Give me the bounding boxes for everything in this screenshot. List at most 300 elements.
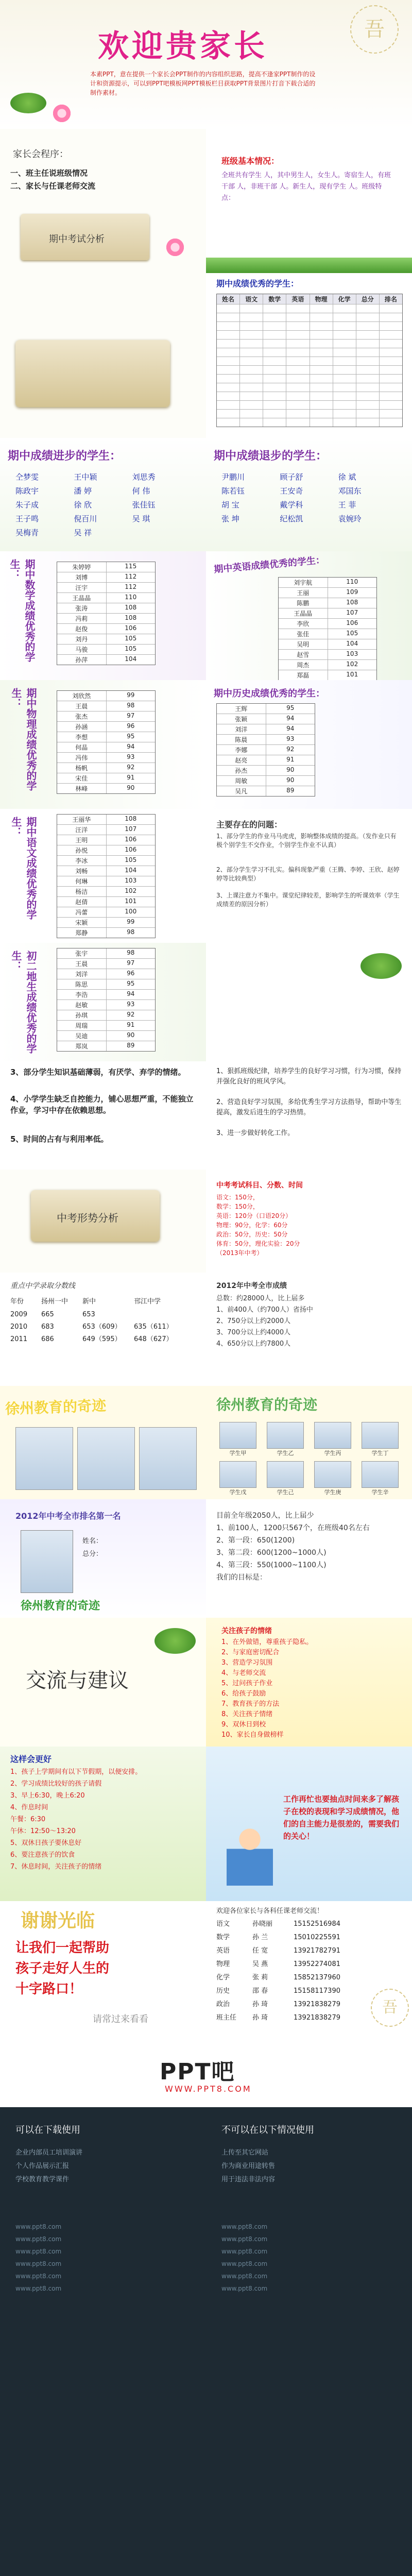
table-row (217, 375, 402, 383)
table-row (57, 897, 155, 907)
student-name: 王晨 (57, 959, 107, 969)
slide-physics-excellent (0, 680, 206, 809)
table-cell (286, 375, 310, 383)
busy-parents-text: 工作再忙也要抽点时间来多了解孩子在校的表现和学习成绩情况，他们的自主能力是很差的，需要我们的关心！ (283, 1794, 400, 1841)
table-cell (310, 357, 333, 365)
table-header: 语文 (240, 294, 263, 304)
student-name: 刘博 (57, 572, 107, 582)
site-link: www.ppt8.com (221, 2273, 268, 2280)
table-cell (380, 375, 402, 383)
student-name: 倪百川 (74, 514, 97, 523)
photo-label: 学生庚 (324, 1489, 341, 1496)
table-cell (380, 340, 402, 348)
contact-phone: 15852137960 (294, 1974, 340, 1981)
student-name: 何琳 (57, 876, 107, 886)
table-row (57, 732, 155, 742)
table-cell (263, 357, 286, 365)
excellent-heading: 期中成绩优秀的学生： (216, 279, 299, 289)
contact-row (216, 1985, 371, 1998)
table-cell (240, 313, 263, 321)
score-cell: 665 (41, 1311, 54, 1318)
student-score: 91 (127, 774, 135, 781)
student-name: 张佳钰 (132, 500, 156, 510)
photo-card (358, 1422, 402, 1457)
better-item: 4、作息时间 (10, 1804, 48, 1811)
notice-text: 本素PPT，意在提供一个家长会PPT制作的内容组织思路，提高不逢家PPT制作的设计和资源提示，可以到PPT吧模板网PPT模板栏目获取PPT背景图片打音下载合适的制作素材。 (90, 71, 316, 96)
table-cell (310, 401, 333, 409)
table-cell (333, 375, 356, 383)
student-name: 刘丹 (57, 634, 107, 644)
table-cell (380, 322, 402, 330)
table-cell (263, 410, 286, 418)
grade-item: 3、第二段：600(1200~1000人) (216, 1549, 327, 1557)
citywide-title: 2012年中考全市成绩 (216, 1282, 287, 1290)
class-info-heading: 班级基本情况： (221, 156, 280, 166)
student-name: 李冰 (57, 856, 107, 866)
table-cell (333, 313, 356, 321)
usage-right-title: 不可以在以下情况使用 (221, 2125, 314, 2136)
logo-text: 吾 (382, 1998, 398, 2016)
contact-subject: 历史 (216, 1987, 230, 1995)
col-header: 年份 (10, 1298, 24, 1306)
suggestion-item: 1、在外做错，尊重孩子隐私。 (221, 1638, 313, 1646)
table-row (57, 753, 155, 763)
issues-item-1: 3、部分学生知识基础薄弱，有厌学、弃学的情绪。 (10, 1067, 186, 1077)
slide-chinese-excellent (0, 809, 206, 943)
usage-left-item: 个人作品展示汇报 (15, 2162, 70, 2170)
photo-placeholder (362, 1422, 399, 1449)
table-cell (310, 392, 333, 400)
citywide-item: 3、700分以上约4000人 (216, 1329, 291, 1336)
student-score: 101 (346, 671, 358, 678)
exchange-title: 交流与建议 (26, 1669, 129, 1692)
table-cell (263, 418, 286, 427)
table-row (217, 331, 402, 340)
table-cell (240, 340, 263, 348)
table-cell (310, 313, 333, 321)
student-score: 96 (127, 722, 135, 730)
table-row (279, 629, 376, 639)
table-cell (240, 357, 263, 365)
score-cell: 2009 (10, 1311, 28, 1318)
table-row (217, 755, 315, 766)
student-score: 89 (286, 787, 295, 794)
program-item-2: 二、家长与任课老师交流 (10, 181, 96, 191)
score-cell: 2010 (10, 1323, 28, 1331)
better-item: 3、早上6:30，晚上6:20 (10, 1792, 85, 1800)
slide-geo-excellent (0, 943, 206, 1061)
usage-left-item: 企业内部员工培训演讲 (15, 2149, 83, 2157)
table-cell (356, 410, 380, 418)
score-cell: 653 (82, 1311, 95, 1318)
site-link: www.ppt8.com (15, 2248, 62, 2255)
contact-name: 邵 春 (252, 1987, 268, 1995)
contact-subject: 英语 (216, 1947, 230, 1955)
photo-card (264, 1422, 307, 1457)
slogan-line-1: 让我们一起帮助 (15, 1940, 110, 1956)
student-name: 郑磊 (279, 670, 328, 680)
photo-card (358, 1461, 402, 1496)
table-cell (333, 357, 356, 365)
table-row (217, 366, 402, 375)
measures-item-2: 2、营造良好学习氛围，多给优秀生学习方法指导，帮助中等生提高，激发后进生的学习热情。 (216, 1098, 402, 1116)
student-name: 王安奇 (280, 486, 303, 496)
student-name: 王晨 (57, 701, 107, 711)
table-row (57, 603, 155, 614)
table-row (217, 724, 315, 735)
program-heading: 家长会程序： (13, 149, 68, 160)
contact-name: 张 莉 (252, 1974, 268, 1981)
contact-phone: 13952274081 (294, 1960, 340, 1968)
student-score: 102 (125, 887, 137, 894)
contact-row (216, 1998, 371, 2011)
table-row (57, 583, 155, 593)
student-score: 101 (125, 897, 137, 905)
student-name: 孙琪 (57, 1010, 107, 1020)
student-name: 王晶晶 (279, 608, 328, 618)
better-item: 6、要注意孩子的饮食 (10, 1851, 75, 1859)
table-header: 总分 (356, 294, 380, 304)
photo-placeholder (267, 1461, 304, 1488)
student-name: 孙悦 (57, 845, 107, 855)
student-score: 95 (127, 980, 135, 987)
student-name: 朱子成 (15, 500, 39, 510)
usage-left (15, 2123, 191, 2187)
table-row (57, 691, 155, 701)
student-name: 宋佳 (57, 773, 107, 783)
table-header: 数学 (263, 294, 286, 304)
table-cell (217, 410, 240, 418)
score-cell: 2011 (10, 1335, 28, 1343)
top-student-name: 姓名： (82, 1537, 103, 1545)
contact-phone: 13921838279 (294, 2001, 340, 2008)
table-row (217, 304, 402, 313)
logo-seal (350, 5, 399, 54)
contact-subject: 班主任 (216, 2014, 237, 2022)
student-score: 104 (125, 655, 137, 663)
subject-item: 语文：150分， (216, 1194, 259, 1201)
slide-midterm-analysis (0, 319, 206, 438)
slogan-line-2: 孩子走好人生的 (15, 1961, 110, 1976)
usage-footer (0, 2107, 412, 2576)
table-cell (380, 331, 402, 339)
table-cell (356, 375, 380, 383)
student-name: 李想 (57, 732, 107, 742)
suggestion-item: 4、与老师交流 (221, 1669, 266, 1677)
english-heading: 期中英语成绩优秀的学生： (213, 554, 325, 575)
site-link: www.ppt8.com (221, 2248, 268, 2255)
table-cell (333, 304, 356, 313)
col-header: 扬州一中 (41, 1298, 68, 1306)
table-row (57, 773, 155, 784)
photo-card (311, 1422, 354, 1457)
suggestion-item: 9、双休日到校 (221, 1721, 266, 1728)
table-row (57, 711, 155, 722)
student-score: 97 (127, 959, 135, 967)
better-heading: 这样会更好 (10, 1754, 52, 1764)
table-cell (240, 418, 263, 427)
student-score: 91 (127, 1021, 135, 1028)
table-row (57, 634, 155, 645)
contact-row (216, 1971, 371, 1985)
photo-card (264, 1461, 307, 1496)
table-cell (356, 366, 380, 374)
table-cell (380, 410, 402, 418)
photo-grid (216, 1422, 402, 1496)
photo-placeholder (219, 1422, 256, 1449)
slide-busy-parents (206, 1747, 412, 1901)
thanks-text: 谢谢光临 (21, 1910, 95, 1931)
student-name: 冯莉 (57, 614, 107, 623)
subject-item: 体育：50分，理化实验：20分 (216, 1240, 300, 1247)
student-name: 周敏 (217, 776, 266, 786)
student-score: 105 (125, 645, 137, 652)
student-score: 98 (127, 949, 135, 956)
table-cell (263, 304, 286, 313)
brand-url: WWW.PPT8.COM (165, 2084, 252, 2094)
problems-heading: 主要存在的问题： (216, 820, 283, 829)
table-row (279, 588, 376, 598)
grade-item: 4、第三段：550(1000~1100人) (216, 1561, 327, 1569)
table-row (57, 784, 155, 793)
photo-placeholder (139, 1427, 197, 1490)
table-row (57, 742, 155, 753)
better-list (10, 1766, 196, 1873)
usage-left-title: 可以在下载使用 (15, 2125, 80, 2136)
student-name: 徐 欣 (74, 500, 92, 510)
student-score: 90 (286, 766, 295, 773)
student-score: 100 (125, 908, 137, 915)
brand-logo: PPT吧 (160, 2059, 235, 2085)
table-row (57, 866, 155, 876)
table-cell (356, 348, 380, 357)
table-cell (310, 340, 333, 348)
slide-program (0, 129, 206, 273)
table-row (57, 701, 155, 711)
contact-name: 孙 兰 (252, 1934, 268, 1941)
table-cell (356, 418, 380, 427)
table-row (217, 735, 315, 745)
suggestion-item: 2、与家庭密切配合 (221, 1649, 280, 1656)
table-cell (333, 410, 356, 418)
table-row (217, 745, 315, 755)
table-cell (217, 340, 240, 348)
contact-name: 孙晓丽 (252, 1920, 273, 1928)
table-cell (333, 392, 356, 400)
table-row (217, 313, 402, 322)
student-name: 郑岚 (57, 1041, 107, 1051)
student-name: 胡 宝 (221, 500, 239, 510)
table-row (57, 1041, 155, 1051)
grade-item: 2、第一段：650(1200) (216, 1536, 295, 1545)
xuzhou-title: 徐州教育的奇迹 (5, 1397, 107, 1418)
table-cell (333, 366, 356, 374)
student-name: 陈晨 (217, 735, 266, 744)
slide-regress-students (206, 438, 412, 551)
english-table (278, 577, 377, 680)
site-link: www.ppt8.com (15, 2285, 62, 2292)
table-row (279, 619, 376, 629)
student-name: 顾子舒 (280, 472, 303, 482)
table-row (57, 825, 155, 835)
table-cell (310, 304, 333, 313)
table-row (57, 614, 155, 624)
contacts-table (216, 1918, 371, 2025)
photo-card (216, 1461, 260, 1496)
contact-subject: 政治 (216, 2001, 230, 2008)
table-cell (240, 383, 263, 392)
table-cell (356, 322, 380, 330)
student-name: 王辉 (217, 704, 266, 714)
table-row (57, 1000, 155, 1010)
slide-better (0, 1747, 206, 1901)
contact-name: 任 宽 (252, 1947, 268, 1955)
usage-right (221, 2123, 397, 2187)
table-cell (240, 410, 263, 418)
student-name: 郑静 (57, 928, 107, 938)
table-cell (286, 348, 310, 357)
score-cell: 635（611） (134, 1323, 173, 1331)
table-row (57, 845, 155, 856)
grade-item: 目前全年级2050人，比上届少 (216, 1512, 314, 1520)
citywide-list (216, 1293, 402, 1350)
better-item: 午休：12:50～13:20 (10, 1827, 76, 1835)
table-cell (380, 418, 402, 427)
photo-card (216, 1422, 260, 1457)
table-row (217, 704, 315, 714)
student-name: 张宇 (57, 948, 107, 958)
table-row (57, 1021, 155, 1031)
student-name: 吴梅青 (15, 528, 39, 537)
scroll-decoration (15, 340, 170, 407)
table-cell (217, 304, 240, 313)
student-name: 刘洋 (217, 724, 266, 734)
table-cell (333, 418, 356, 427)
student-name: 李娜 (217, 745, 266, 755)
table-cell (217, 313, 240, 321)
student-name: 汪宇 (57, 583, 107, 592)
student-name: 冯伟 (57, 753, 107, 762)
student-name: 何 伟 (132, 486, 150, 496)
student-score: 102 (346, 660, 358, 668)
table-cell (240, 392, 263, 400)
student-name: 张杰 (57, 711, 107, 721)
score-cell: 649（595） (82, 1335, 122, 1343)
table-row (57, 907, 155, 918)
student-score: 90 (127, 784, 135, 791)
student-score: 112 (125, 573, 137, 580)
student-name: 杨帆 (57, 763, 107, 773)
suggestion-item: 10、家长自身做榜样 (221, 1731, 284, 1739)
student-score: 89 (127, 1042, 135, 1049)
contact-row (216, 2011, 371, 2025)
student-score: 98 (127, 702, 135, 709)
table-header: 姓名 (217, 294, 240, 304)
student-score: 104 (346, 640, 358, 647)
site-link: www.ppt8.com (221, 2235, 268, 2243)
table-cell (217, 322, 240, 330)
student-score: 96 (127, 970, 135, 977)
site-links-left (15, 2221, 191, 2295)
better-item: 7、休息时间，关注孩子的情绪 (10, 1863, 102, 1871)
xuzhou-title-2: 徐州教育的奇迹 (216, 1396, 318, 1413)
student-score: 94 (127, 990, 135, 997)
table-cell (333, 383, 356, 392)
problems-item-2: 2、部分学生学习不扎实。偏科现象严重（王腾、李婷、王欣、赵婷婷等比较典型） (216, 866, 400, 882)
student-name: 刘思秀 (132, 472, 156, 482)
table-cell (286, 392, 310, 400)
table-cell (380, 366, 402, 374)
table-cell (263, 322, 286, 330)
student-name: 王丽 (279, 588, 328, 598)
subjects-heading: 中考考试科目、分数、时间 (216, 1181, 303, 1190)
student-score: 93 (286, 735, 295, 742)
student-name: 孙杰 (217, 766, 266, 775)
student-score: 93 (127, 753, 135, 760)
usage-right-item: 用于违法非法内容 (221, 2176, 276, 2183)
student-name: 张颖 (217, 714, 266, 724)
regress-name-grid (221, 471, 397, 524)
contact-phone: 15152516984 (294, 1920, 340, 1928)
student-name: 赵敏 (57, 1000, 107, 1010)
student-score: 108 (125, 815, 137, 822)
site-link: www.ppt8.com (221, 2223, 268, 2230)
table-cell (380, 313, 402, 321)
measures-item-1: 1、狠抓班级纪律，培养学生的良好学习习惯，行为习惯，保持并强化良好的班风学风。 (216, 1067, 402, 1086)
math-heading: 期中数学成绩优秀的学生： (8, 559, 36, 662)
table-row (217, 322, 402, 331)
student-name: 戴学科 (280, 500, 303, 510)
table-cell (286, 340, 310, 348)
slide-problems-cont (206, 943, 412, 1061)
photo-placeholder (362, 1461, 399, 1488)
student-name: 赵雪 (279, 650, 328, 659)
student-name: 孙萍 (57, 655, 107, 665)
score-row (10, 1309, 196, 1321)
contact-phone: 15010225591 (294, 1934, 340, 1941)
student-score: 107 (346, 609, 358, 616)
table-row (217, 766, 315, 776)
student-name: 朱婷婷 (57, 562, 107, 572)
photo-placeholder (314, 1422, 351, 1449)
slide-excellent-students (206, 273, 412, 438)
physics-table (57, 690, 156, 794)
slide-top-student (0, 1499, 206, 1618)
col-header: 新中 (82, 1298, 96, 1306)
contact-name: 孙 琦 (252, 2001, 268, 2008)
table-row (57, 876, 155, 887)
table-row (57, 593, 155, 603)
student-name: 刘欣然 (57, 691, 107, 701)
table-cell (263, 313, 286, 321)
photo-placeholder (267, 1422, 304, 1449)
contacts-heading: 欢迎各位家长与各科任课老师交流！ (216, 1907, 324, 1915)
table-header-row (217, 294, 402, 304)
table-row (279, 639, 376, 650)
contact-row (216, 1958, 371, 1971)
slogan-line-3: 十字路口！ (15, 1981, 83, 1997)
table-cell (263, 383, 286, 392)
table-cell (380, 357, 402, 365)
table-row (57, 722, 155, 732)
table-row (217, 418, 402, 427)
slide-zhongkao-subjects (206, 1170, 412, 1273)
student-score: 92 (127, 1011, 135, 1018)
table-cell (240, 331, 263, 339)
table-row (57, 562, 155, 572)
student-name: 吴迪 (57, 1031, 107, 1041)
site-link: www.ppt8.com (15, 2223, 62, 2230)
